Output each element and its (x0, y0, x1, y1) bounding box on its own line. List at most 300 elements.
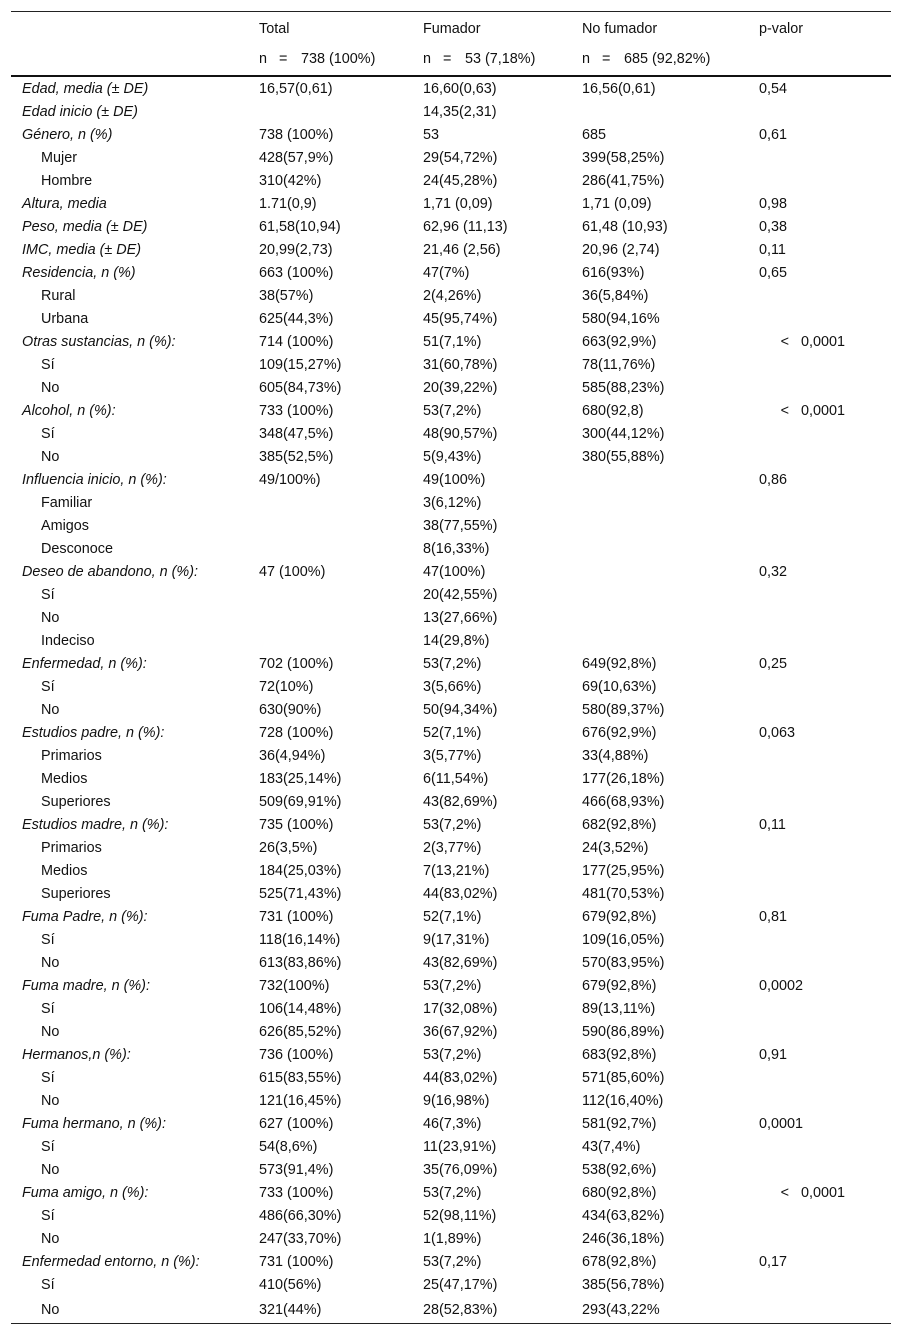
cell-fumador: 49(100%) (423, 472, 486, 488)
cell-p-valor (748, 101, 891, 124)
cell-no-fumador: 385(56,78%) (582, 1277, 665, 1293)
cell-fumador: 47(7%) (423, 265, 470, 281)
p-value: 0,0001 (801, 334, 846, 350)
cell-total: 118(16,14%) (259, 932, 341, 948)
table-row (11, 446, 891, 469)
cell-no-fumador (571, 101, 748, 124)
table-row (11, 170, 891, 193)
row-label: Estudios padre, n (%): (22, 725, 165, 741)
cell-fumador: 44(83,02%) (423, 1070, 498, 1086)
n-label: n (259, 51, 268, 67)
p-value: 0,98 (759, 196, 788, 212)
table-row (11, 193, 891, 216)
cell-p-valor (748, 722, 891, 745)
row-label: Sí (41, 679, 55, 695)
cell-fumador: 52(7,1%) (423, 909, 482, 925)
row-label: Residencia, n (%) (22, 265, 136, 281)
cell-no-fumador: 177(25,95%) (582, 863, 665, 879)
table-row (11, 745, 891, 768)
cell-no-fumador (571, 630, 748, 653)
cell-no-fumador: 16,56(0,61) (582, 81, 656, 97)
table-row (11, 515, 891, 538)
cell-total: 735 (100%) (259, 817, 334, 833)
table-row (11, 584, 891, 607)
cell-no-fumador (571, 492, 748, 515)
cell-p-valor (748, 883, 891, 906)
n-label: n (582, 51, 591, 67)
cell-fumador: 53(7,2%) (423, 656, 482, 672)
cell-total: 702 (100%) (259, 656, 334, 672)
cell-total: 733 (100%) (259, 1185, 334, 1201)
cell-fumador: 53(7,2%) (423, 403, 482, 419)
cell-no-fumador: 1,71 (0,09) (582, 196, 652, 212)
row-label: Superiores (41, 794, 111, 810)
cell-no-fumador: 246(36,18%) (582, 1231, 665, 1247)
cell-fumador: 9(16,98%) (423, 1093, 490, 1109)
cell-no-fumador: 177(26,18%) (582, 771, 665, 787)
p-value: 0,54 (759, 81, 788, 97)
table-row (11, 906, 891, 929)
n-equals: = (443, 51, 452, 67)
cell-p-valor (748, 1159, 891, 1182)
cell-fumador: 9(17,31%) (423, 932, 490, 948)
cell-no-fumador: 466(68,93%) (582, 794, 665, 810)
cell-fumador: 28(52,83%) (412, 1297, 571, 1324)
cell-fumador: 29(54,72%) (423, 150, 498, 166)
header-blank (11, 12, 248, 45)
cell-p-valor (748, 1297, 891, 1324)
cell-fumador: 1,71 (0,09) (423, 196, 493, 212)
cell-total: 732(100%) (259, 978, 330, 994)
p-value: 0,0001 (759, 1116, 804, 1132)
table-row (11, 998, 891, 1021)
header-n-blank (11, 44, 248, 76)
row-label: Sí (41, 1001, 55, 1017)
cell-total: 630(90%) (259, 702, 322, 718)
row-label: Fuma Padre, n (%): (22, 909, 148, 925)
row-label: Sí (41, 1070, 55, 1086)
cell-total (248, 584, 412, 607)
cell-p-valor (748, 952, 891, 975)
cell-total: 321(44%) (248, 1297, 412, 1324)
cell-total (248, 607, 412, 630)
row-label: Sí (41, 357, 55, 373)
cell-fumador: 6(11,54%) (423, 771, 489, 787)
table-row (11, 1021, 891, 1044)
n-equals: = (602, 51, 611, 67)
cell-no-fumador: 581(92,7%) (582, 1116, 657, 1132)
cell-p-valor (748, 538, 891, 561)
cell-p-valor (748, 262, 891, 285)
cell-p-valor (748, 170, 891, 193)
row-label: Otras sustancias, n (%): (22, 334, 176, 350)
cell-no-fumador: 683(92,8%) (582, 1047, 657, 1063)
p-value: 0,063 (759, 725, 796, 741)
cell-total: 20,99(2,73) (259, 242, 333, 258)
cell-no-fumador (571, 584, 748, 607)
row-label: Enfermedad, n (%): (22, 656, 147, 672)
cell-no-fumador: 36(5,84%) (582, 288, 649, 304)
cell-fumador: 5(9,43%) (423, 449, 482, 465)
cell-total: 26(3,5%) (259, 840, 318, 856)
cell-p-valor (748, 377, 891, 400)
cell-p-valor (748, 745, 891, 768)
less-than-sign: < (780, 403, 789, 419)
cell-total: 183(25,14%) (259, 771, 342, 787)
row-label: No (41, 1024, 60, 1040)
row-label: Medios (41, 863, 88, 879)
cell-total: 106(14,48%) (259, 1001, 342, 1017)
cell-fumador: 53(7,2%) (423, 817, 482, 833)
table-row (11, 308, 891, 331)
cell-no-fumador: 571(85,60%) (582, 1070, 665, 1086)
less-than-sign: < (780, 334, 789, 350)
table-row (11, 929, 891, 952)
cell-no-fumador: 33(4,88%) (582, 748, 649, 764)
cell-total: 509(69,91%) (259, 794, 342, 810)
cell-no-fumador (571, 607, 748, 630)
cell-no-fumador: 580(94,16% (582, 311, 660, 327)
table-body (11, 76, 891, 1324)
table-row (11, 538, 891, 561)
cell-fumador: 20(39,22%) (423, 380, 498, 396)
header-n-fumador (412, 44, 571, 76)
row-label: Sí (41, 1277, 55, 1293)
n-equals: = (279, 51, 288, 67)
row-label: Superiores (41, 886, 111, 902)
cell-total: 121(16,45%) (259, 1093, 342, 1109)
cell-p-valor (748, 239, 891, 262)
table-row (11, 561, 891, 584)
cell-p-valor (748, 515, 891, 538)
cell-p-valor (748, 998, 891, 1021)
cell-p-valor (748, 147, 891, 170)
cell-p-valor (748, 1136, 891, 1159)
n-no-fumador-value: 685 (92,82%) (624, 51, 711, 67)
cell-p-valor (748, 1067, 891, 1090)
cell-p-valor (748, 492, 891, 515)
cell-p-valor (748, 193, 891, 216)
n-total-value: 738 (100%) (301, 51, 376, 67)
cell-fumador: 36(67,92%) (423, 1024, 498, 1040)
cell-fumador: 53(7,2%) (423, 1047, 482, 1063)
row-label: No (41, 449, 60, 465)
table-row (11, 492, 891, 515)
cell-fumador: 2(4,26%) (423, 288, 482, 304)
p-value: 0,32 (759, 564, 788, 580)
cell-no-fumador: 300(44,12%) (582, 426, 665, 442)
cell-fumador: 11(23,91%) (423, 1139, 497, 1155)
header-n-p (748, 44, 891, 76)
cell-total: 109(15,27%) (259, 357, 342, 373)
cell-total: 525(71,43%) (259, 886, 342, 902)
table-row (11, 423, 891, 446)
cell-p-valor (748, 584, 891, 607)
cell-no-fumador: 481(70,53%) (582, 886, 665, 902)
cell-p-valor (748, 768, 891, 791)
p-value: 0,17 (759, 1254, 788, 1270)
row-label: Sí (41, 426, 55, 442)
header-n-no-fumador (571, 44, 748, 76)
row-label: Fuma madre, n (%): (22, 978, 150, 994)
cell-fumador: 14(29,8%) (423, 633, 490, 649)
cell-no-fumador: 89(13,11%) (582, 1001, 656, 1017)
cell-total: 627 (100%) (259, 1116, 334, 1132)
cell-p-valor (748, 1205, 891, 1228)
n-label: n (423, 51, 432, 67)
row-label: Hombre (41, 173, 93, 189)
cell-fumador: 7(13,21%) (423, 863, 490, 879)
cell-no-fumador: 649(92,8%) (582, 656, 657, 672)
cell-total (248, 630, 412, 653)
table-row (11, 1044, 891, 1067)
cell-p-valor (748, 653, 891, 676)
cell-no-fumador: 585(88,23%) (582, 380, 665, 396)
table-row (11, 239, 891, 262)
row-label: Alcohol, n (%): (22, 403, 116, 419)
row-label: No (41, 380, 60, 396)
row-label: Influencia inicio, n (%): (22, 472, 167, 488)
table-row (11, 400, 891, 423)
p-value: 0,11 (759, 817, 786, 833)
row-label: Deseo de abandono, n (%): (22, 564, 199, 580)
header-total: Total (248, 12, 412, 45)
cell-fumador: 3(5,66%) (423, 679, 482, 695)
table-row (11, 1205, 891, 1228)
cell-total: 625(44,3%) (259, 311, 334, 327)
cell-total: 1.71(0,9) (259, 196, 317, 212)
cell-no-fumador: 399(58,25%) (582, 150, 665, 166)
cell-no-fumador: 676(92,9%) (582, 725, 657, 741)
table-row (11, 607, 891, 630)
cell-total: 247(33,70%) (259, 1231, 342, 1247)
p-value: 0,38 (759, 219, 788, 235)
row-label: Altura, media (22, 196, 107, 212)
row-label: Desconoce (41, 541, 113, 557)
row-label: Fuma amigo, n (%): (22, 1185, 149, 1201)
cell-no-fumador: 78(11,76%) (582, 357, 656, 373)
row-label: Rural (41, 288, 76, 304)
cell-no-fumador: 680(92,8) (582, 403, 644, 419)
table-row (11, 331, 891, 354)
cell-p-valor (748, 630, 891, 653)
cell-total: 613(83,86%) (259, 955, 342, 971)
cell-fumador: 16,60(0,63) (423, 81, 497, 97)
table-container (11, 11, 891, 1324)
p-value: 0,81 (759, 909, 788, 925)
cell-total: 731 (100%) (259, 1254, 334, 1270)
cell-total: 738 (100%) (259, 127, 334, 143)
cell-total: 184(25,03%) (259, 863, 342, 879)
row-label: No (41, 610, 60, 626)
cell-no-fumador: 43(7,4%) (582, 1139, 641, 1155)
table-row (11, 101, 891, 124)
table-row (11, 768, 891, 791)
table-row (11, 1228, 891, 1251)
table-row (11, 791, 891, 814)
cell-fumador: 62,96 (11,13) (423, 219, 508, 235)
cell-total: 663 (100%) (259, 265, 334, 281)
cell-total: 728 (100%) (259, 725, 334, 741)
row-label: Edad inicio (± DE) (22, 104, 138, 120)
table-row (11, 1297, 891, 1324)
row-label: Estudios madre, n (%): (22, 817, 169, 833)
cell-p-valor (748, 400, 891, 423)
table-row (11, 837, 891, 860)
cell-no-fumador: 24(3,52%) (582, 840, 649, 856)
table-header (11, 12, 891, 77)
cell-fumador: 3(5,77%) (423, 748, 482, 764)
cell-fumador: 24(45,28%) (423, 173, 498, 189)
cell-total: 573(91,4%) (259, 1162, 334, 1178)
cell-p-valor (748, 1021, 891, 1044)
cell-p-valor (748, 76, 891, 101)
cell-p-valor (748, 308, 891, 331)
cell-no-fumador: 616(93%) (582, 265, 645, 281)
cell-fumador: 53(7,2%) (423, 1185, 482, 1201)
header-p-valor: p-valor (748, 12, 891, 45)
cell-fumador: 3(6,12%) (423, 495, 482, 511)
cell-p-valor (748, 1274, 891, 1297)
p-value: 0,65 (759, 265, 788, 281)
cell-fumador: 13(27,66%) (423, 610, 498, 626)
table-row (11, 1067, 891, 1090)
table-row (11, 699, 891, 722)
cell-fumador: 20(42,55%) (423, 587, 498, 603)
cell-no-fumador: 663(92,9%) (582, 334, 657, 350)
cell-p-valor (748, 1090, 891, 1113)
cell-total: 38(57%) (259, 288, 314, 304)
cell-p-valor (748, 837, 891, 860)
row-label: Primarios (41, 840, 102, 856)
table-row (11, 975, 891, 998)
data-table (11, 11, 891, 1324)
cell-p-valor (748, 331, 891, 354)
cell-no-fumador: 434(63,82%) (582, 1208, 665, 1224)
table-row (11, 860, 891, 883)
cell-total: 49/100%) (259, 472, 321, 488)
cell-no-fumador (571, 538, 748, 561)
cell-no-fumador (571, 469, 748, 492)
cell-fumador: 44(83,02%) (423, 886, 498, 902)
table-row (11, 262, 891, 285)
cell-total: 47 (100%) (259, 564, 326, 580)
cell-p-valor (748, 676, 891, 699)
cell-fumador: 17(32,08%) (423, 1001, 498, 1017)
cell-p-valor (748, 285, 891, 308)
p-value: 0,91 (759, 1047, 788, 1063)
row-label: Sí (41, 587, 55, 603)
cell-no-fumador: 682(92,8%) (582, 817, 657, 833)
cell-p-valor (748, 814, 891, 837)
cell-p-valor (748, 446, 891, 469)
row-label: No (11, 1297, 248, 1324)
p-value: 0,0001 (801, 403, 846, 419)
table-row (11, 216, 891, 239)
cell-fumador: 51(7,1%) (423, 334, 482, 350)
cell-total: 428(57,9%) (259, 150, 334, 166)
cell-no-fumador (571, 561, 748, 584)
cell-total (248, 101, 412, 124)
cell-no-fumador: 20,96 (2,74) (582, 242, 660, 258)
cell-no-fumador: 678(92,8%) (582, 1254, 657, 1270)
cell-p-valor (748, 1228, 891, 1251)
header-no-fumador: No fumador (571, 12, 748, 45)
cell-no-fumador: 679(92,8%) (582, 909, 657, 925)
cell-total (248, 492, 412, 515)
table-row (11, 883, 891, 906)
row-label: Mujer (41, 150, 77, 166)
cell-total: 736 (100%) (259, 1047, 334, 1063)
cell-fumador: 43(82,69%) (423, 955, 498, 971)
table-row (11, 676, 891, 699)
row-label: Sí (41, 932, 55, 948)
cell-no-fumador (571, 515, 748, 538)
cell-total: 72(10%) (259, 679, 314, 695)
cell-p-valor (748, 561, 891, 584)
row-label: No (41, 1093, 60, 1109)
cell-no-fumador: 69(10,63%) (582, 679, 657, 695)
p-value: 0,0001 (801, 1185, 846, 1201)
table-row (11, 354, 891, 377)
row-label: IMC, media (± DE) (22, 242, 142, 258)
cell-fumador: 14,35(2,31) (423, 104, 497, 120)
cell-no-fumador: 679(92,8%) (582, 978, 657, 994)
cell-total: 626(85,52%) (259, 1024, 342, 1040)
row-label: No (41, 702, 60, 718)
cell-fumador: 53(7,2%) (423, 978, 482, 994)
cell-total: 714 (100%) (259, 334, 334, 350)
cell-total: 733 (100%) (259, 403, 334, 419)
table-row (11, 469, 891, 492)
row-label: Fuma hermano, n (%): (22, 1116, 166, 1132)
cell-total: 61,58(10,94) (259, 219, 341, 235)
cell-p-valor (748, 1113, 891, 1136)
table-row (11, 722, 891, 745)
cell-total (248, 538, 412, 561)
row-label: Amigos (41, 518, 89, 534)
header-row-n (11, 44, 891, 76)
row-label: Peso, media (± DE) (22, 219, 148, 235)
row-label: Medios (41, 771, 88, 787)
cell-fumador: 1(1,89%) (423, 1231, 482, 1247)
row-label: No (41, 1162, 60, 1178)
table-row (11, 124, 891, 147)
row-label: Primarios (41, 748, 102, 764)
cell-fumador: 53(7,2%) (423, 1254, 482, 1270)
cell-total: 615(83,55%) (259, 1070, 342, 1086)
cell-fumador: 43(82,69%) (423, 794, 498, 810)
table-row (11, 952, 891, 975)
cell-p-valor (748, 423, 891, 446)
cell-no-fumador: 685 (582, 127, 607, 143)
cell-no-fumador: 538(92,6%) (582, 1162, 657, 1178)
cell-fumador: 48(90,57%) (423, 426, 498, 442)
cell-no-fumador: 590(86,89%) (582, 1024, 665, 1040)
cell-p-valor (748, 1182, 891, 1205)
cell-p-valor (748, 216, 891, 239)
row-label: No (41, 1231, 60, 1247)
cell-p-valor (748, 906, 891, 929)
table-row (11, 377, 891, 400)
table-row (11, 147, 891, 170)
p-value: 0,86 (759, 472, 788, 488)
header-row-titles (11, 12, 891, 45)
cell-fumador: 47(100%) (423, 564, 486, 580)
table-row (11, 653, 891, 676)
cell-no-fumador: 680(92,8%) (582, 1185, 657, 1201)
cell-no-fumador: 380(55,88%) (582, 449, 665, 465)
